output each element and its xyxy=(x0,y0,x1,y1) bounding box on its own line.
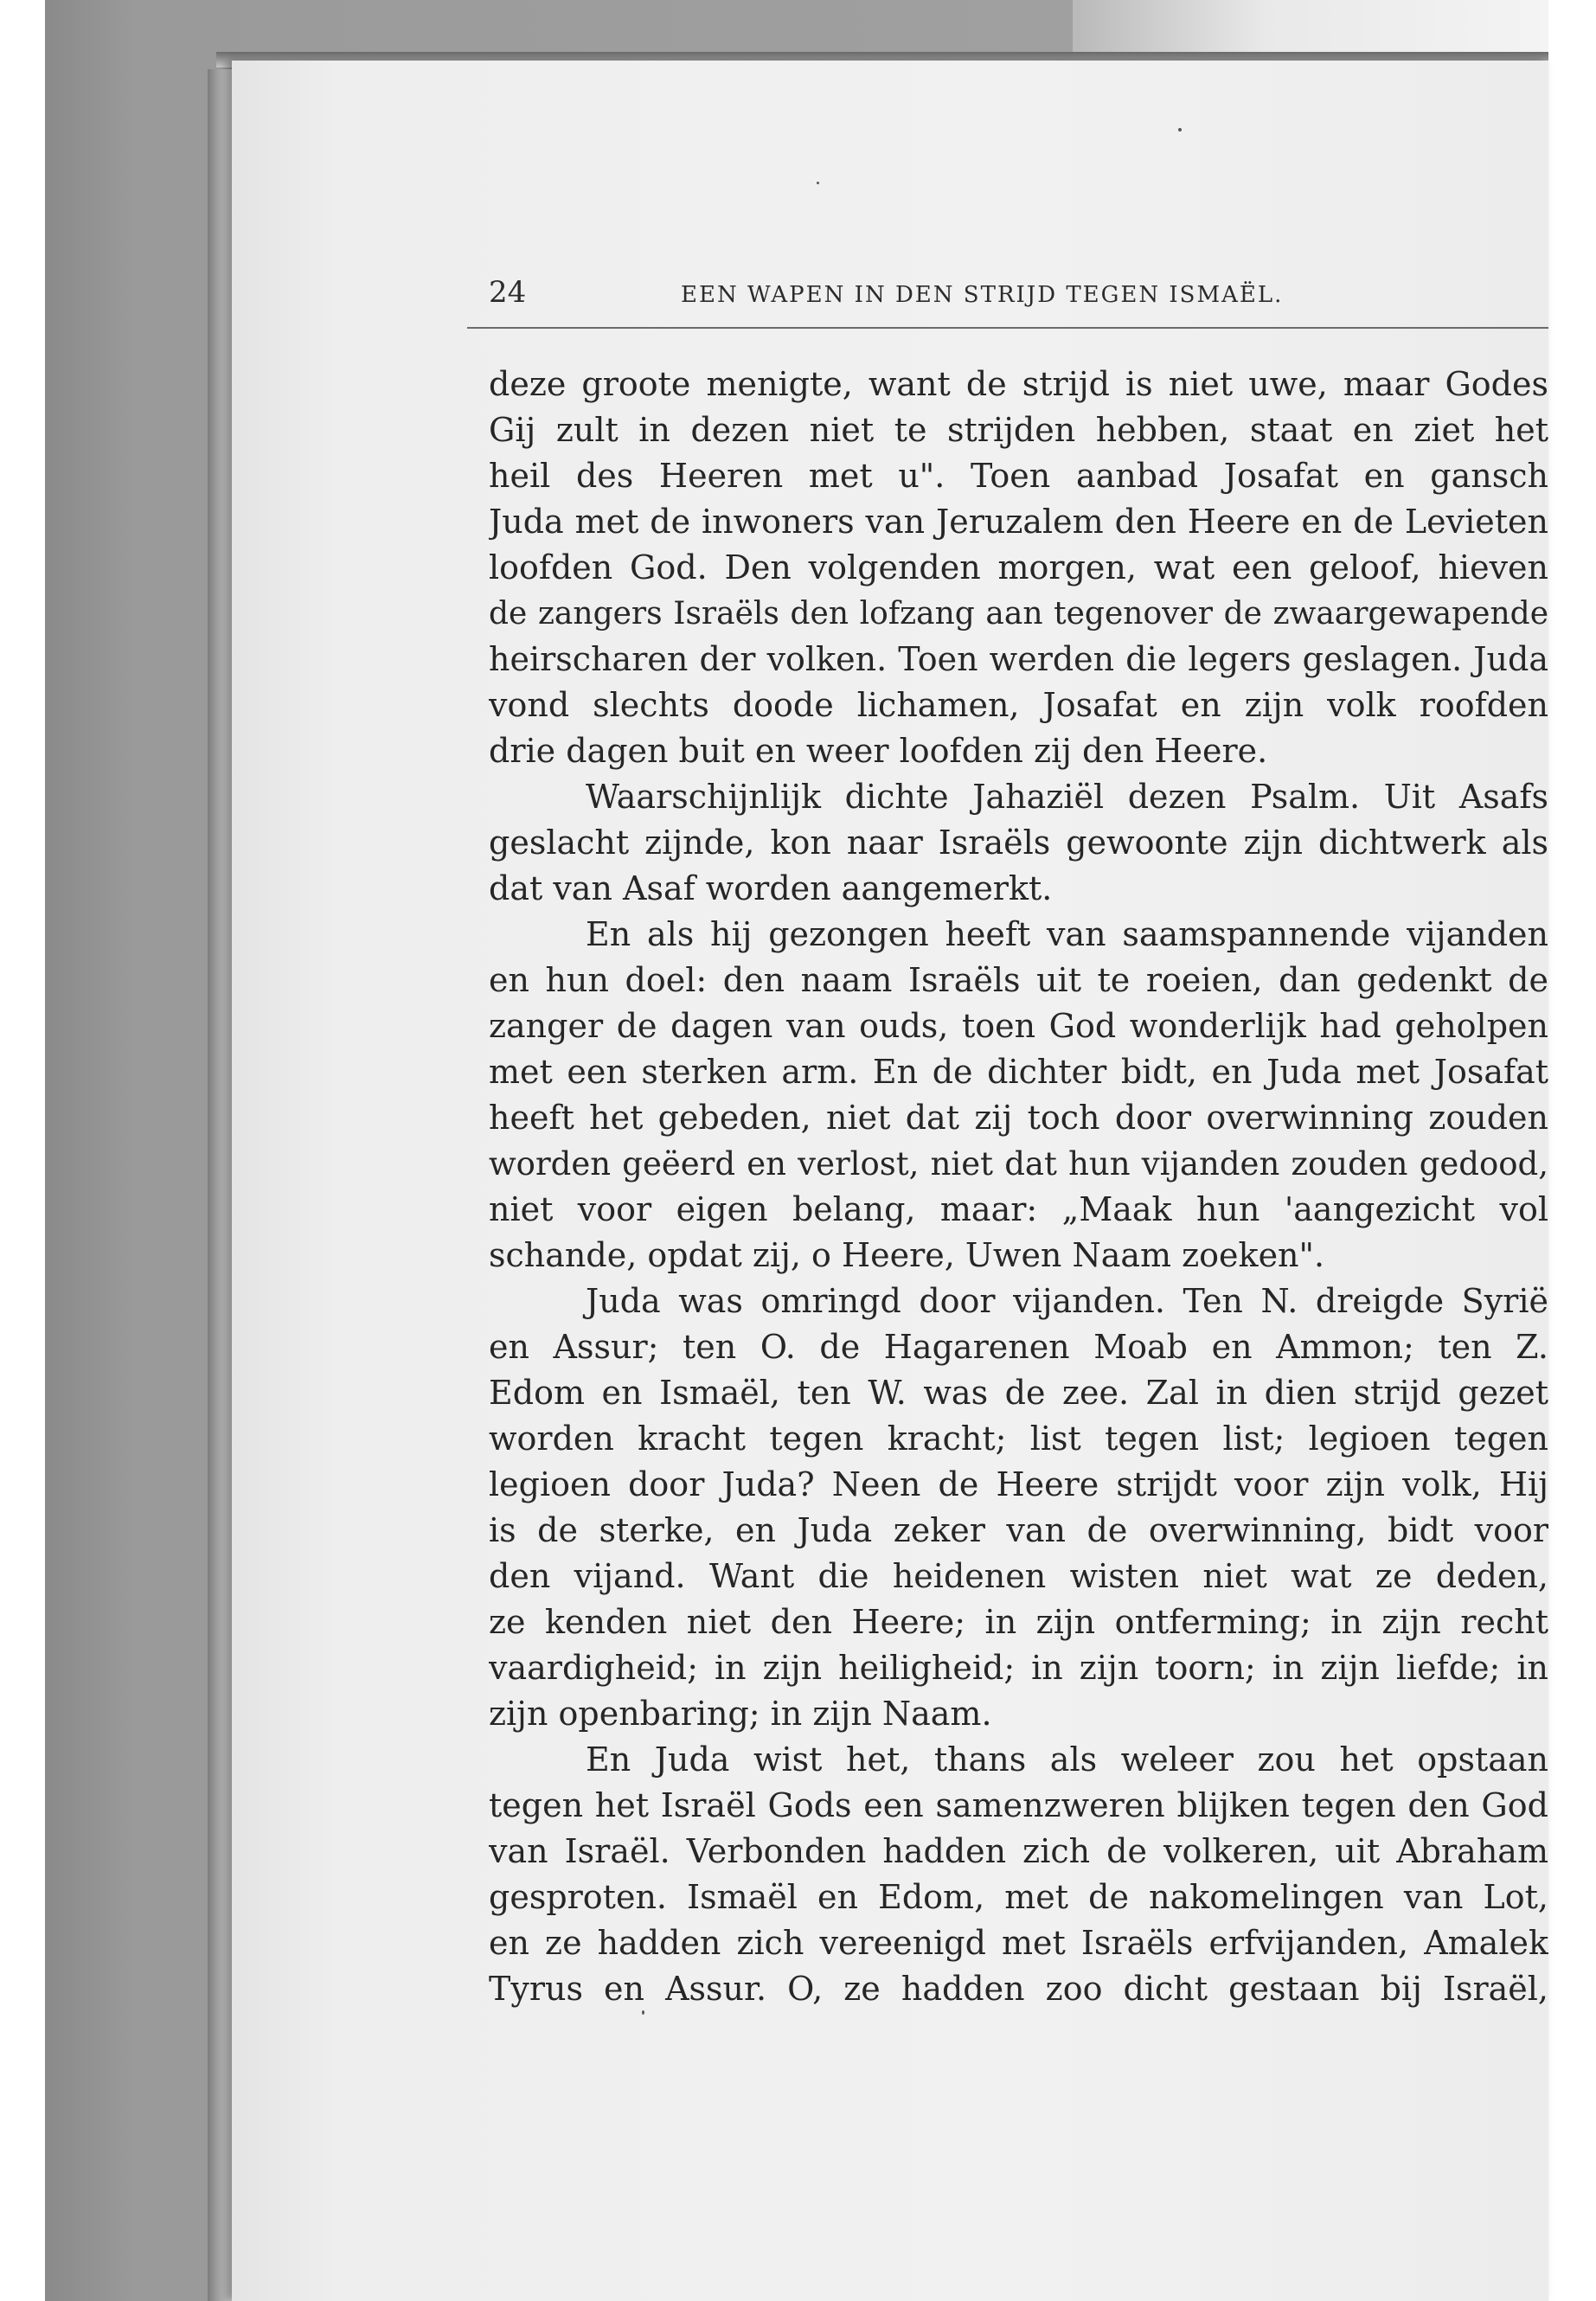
text-line: dat van Asaf worden aangemerkt. xyxy=(489,869,1053,907)
text-line: de zangers Israëls den lofzang aan tegenover de zwaargewapende xyxy=(489,596,1548,631)
scanner-glare xyxy=(1073,0,1557,52)
text-line: heil des Heeren met u". Toen aanbad Josafat en gansch xyxy=(489,457,1548,495)
text-line: schande, opdat zij, o Heere, Uwen Naam zoeken". xyxy=(489,1236,1325,1274)
text-line: Edom en Ismaël, ten W. was de zee. Zal in dien strijd gezet xyxy=(489,1374,1548,1412)
text-line: worden geëerd en verlost, niet dat hun vijanden zouden gedood, xyxy=(489,1145,1548,1183)
text-line: en ze hadden zich vereenigd met Israëls erfvijanden, Amalek xyxy=(489,1924,1548,1962)
page-edge-left xyxy=(208,69,234,2301)
text-line: drie dagen buit en weer loofden zij den Heere. xyxy=(489,732,1268,770)
text-line: deze groote menigte, want de strijd is niet uwe, maar Godes xyxy=(489,365,1548,403)
body-text xyxy=(489,362,1548,2022)
scan-margin-right xyxy=(1548,0,1596,2301)
text-line: geslacht zijnde, kon naar Israëls gewoonte zijn dichtwerk als xyxy=(489,824,1548,862)
paper-speck xyxy=(817,182,819,184)
text-line: Juda met de inwoners van Jeruzalem den Heere en de Levieten xyxy=(489,503,1548,541)
text-line: vond slechts doode lichamen, Josafat en zijn volk roofden xyxy=(489,686,1548,724)
text-line: is de sterke, en Juda zeker van de overwinning, bidt voor xyxy=(489,1511,1548,1549)
text-line: gesproten. Ismaël en Edom, met de nakomelingen van Lot, xyxy=(489,1878,1548,1916)
text-line: legioen door Juda? Neen de Heere strijdt voor zijn volk, Hij xyxy=(489,1465,1548,1503)
text-line: Gij zult in dezen niet te strijden hebben, staat en ziet het xyxy=(489,411,1548,449)
text-line: En Juda wist het, thans als weleer zou het opstaan xyxy=(586,1740,1548,1779)
header-rule xyxy=(467,327,1548,329)
paper-speck xyxy=(1178,128,1182,131)
text-line: van Israël. Verbonden hadden zich de volkeren, uit Abraham xyxy=(489,1832,1548,1870)
text-line: en Assur; ten O. de Hagarenen Moab en Ammon; ten Z. xyxy=(489,1328,1548,1366)
text-line: niet voor eigen belang, maar: „Maak hun 'aangezicht vol xyxy=(489,1190,1548,1228)
running-head: EEN WAPEN IN DEN STRIJD TEGEN ISMAËL. xyxy=(681,282,1284,308)
text-line: loofden God. Den volgenden morgen, wat een geloof, hieven xyxy=(489,548,1548,586)
page-number: 24 xyxy=(489,275,527,310)
text-line: den vijand. Want die heidenen wisten niet wat ze deden, xyxy=(489,1557,1548,1595)
text-line: en hun doel: den naam Israëls uit te roeien, dan gedenkt de xyxy=(489,961,1548,999)
text-line: met een sterken arm. En de dichter bidt, en Juda met Josafat xyxy=(489,1053,1548,1091)
text-line: En als hij gezongen heeft van saamspannende vijanden xyxy=(586,915,1548,953)
text-line: zanger de dagen van ouds, toen God wonderlijk had geholpen xyxy=(489,1007,1548,1045)
text-line: ze kenden niet den Heere; in zijn ontferming; in zijn recht xyxy=(489,1603,1548,1641)
text-line: zijn openbaring; in zijn Naam. xyxy=(489,1695,992,1733)
text-line: Waarschijnlijk dichte Jahaziël dezen Psalm. Uit Asafs xyxy=(586,778,1548,816)
text-line: heeft het gebeden, niet dat zij toch door overwinning zouden xyxy=(489,1099,1548,1137)
text-line: Tyrus en Assur. O, ze hadden zoo dicht gestaan bij Israël, xyxy=(489,1970,1548,2008)
page-header xyxy=(480,275,1553,327)
text-line: heirscharen der volken. Toen werden die legers geslagen. Juda xyxy=(489,640,1548,678)
scan-margin-left xyxy=(0,0,45,2301)
text-line: worden kracht tegen kracht; list tegen list; legioen tegen xyxy=(489,1420,1548,1458)
text-line: tegen het Israël Gods een samenzweren blijken tegen den God xyxy=(489,1786,1548,1824)
text-line: vaardigheid; in zijn heiligheid; in zijn toorn; in zijn liefde; in xyxy=(489,1649,1548,1687)
text-line: Juda was omringd door vijanden. Ten N. dreigde Syrië xyxy=(586,1282,1548,1320)
